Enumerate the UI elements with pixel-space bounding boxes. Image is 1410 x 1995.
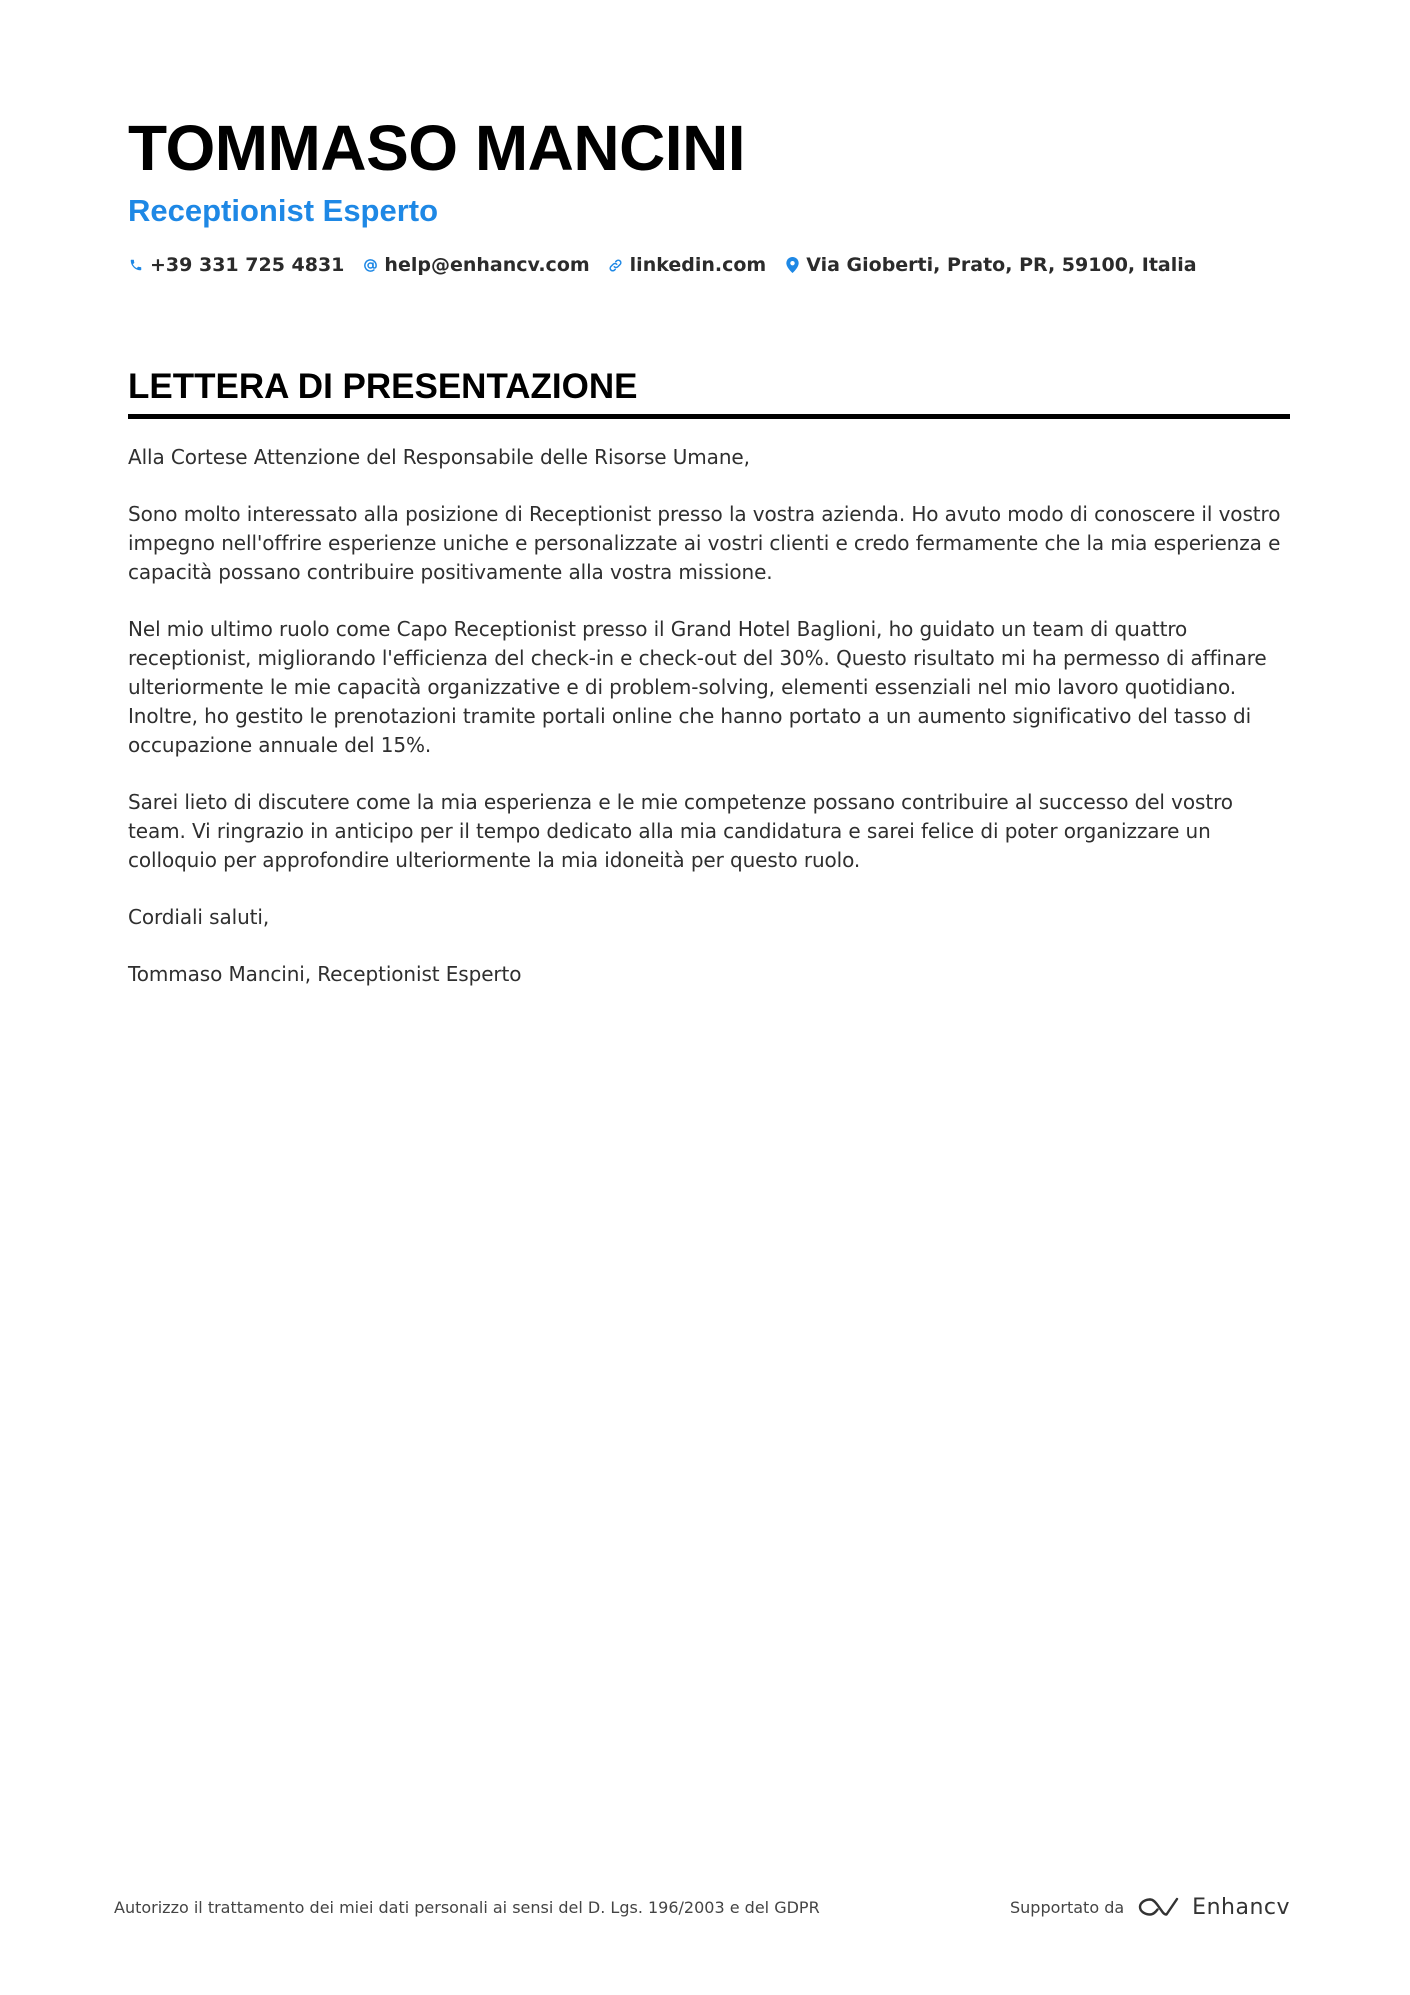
- powered-by-label: Supportato da: [1010, 1897, 1125, 1917]
- contact-bar: [128, 254, 1288, 276]
- contact-address: [784, 254, 1196, 276]
- powered-by: [1010, 1895, 1290, 1920]
- contact-phone: [128, 254, 344, 276]
- address: Via Gioberti, Prato, PR, 59100, Italia: [806, 254, 1197, 276]
- signature: Tommaso Mancini, Receptionist Esperto: [128, 962, 522, 986]
- paragraph-3: Sarei lieto di discutere come la mia esperienza e le mie competenze possano contribuire al successo del vostro team. Vi ringrazio in anticipo per il tempo dedicato alla mia candidatura e sarei felice di poter organizzare un colloquio per approfondire ulteriormente la mia idoneità per questo ruolo.: [128, 790, 1233, 872]
- linkedin-link[interactable]: linkedin.com: [629, 254, 767, 276]
- paragraph-1: Sono molto interessato alla posizione di Receptionist presso la vostra azienda. Ho avuto modo di conoscere il vostro impegno nell'offrire esperienze uniche e personalizzate ai vostri clienti e credo fermamente che la mia esperienza e capacità possano contribuire positivamente alla vostra missione.: [128, 502, 1281, 584]
- job-title: Receptionist Esperto: [128, 193, 439, 228]
- at-icon: [362, 256, 378, 274]
- brand-link[interactable]: [1136, 1895, 1290, 1920]
- contact-email: [362, 254, 589, 276]
- consent-text: Autorizzo il trattamento dei miei dati personali ai sensi del D. Lgs. 196/2003 e del GDPR: [114, 1897, 820, 1917]
- cover-letter-section: [128, 364, 1290, 1017]
- candidate-name: TOMMASO MANCINI: [128, 112, 746, 184]
- closing: Cordiali saluti,: [128, 905, 270, 929]
- salutation: Alla Cortese Attenzione del Responsabile delle Risorse Umane,: [128, 445, 750, 469]
- link-icon: [608, 256, 624, 274]
- section-title: LETTERA DI PRESENTAZIONE: [128, 364, 1290, 419]
- email-address[interactable]: help@enhancv.com: [384, 254, 590, 276]
- phone-number: +39 331 725 4831: [150, 254, 345, 276]
- brand-name: Enhancv: [1192, 1894, 1290, 1920]
- contact-linkedin: [608, 254, 767, 276]
- paragraph-2: Nel mio ultimo ruolo come Capo Receptionist presso il Grand Hotel Baglioni, ho guidato un team di quattro receptionist, migliorando l'efficienza del check-in e check-out del 30%. Questo risultato mi ha permesso di affinare ulteriormente le mie capacità organizzative e di problem-solving, elementi essenziali nel mio lavoro quotidiano. Inoltre, ho gestito le prenotazioni tramite portali online che hanno portato a un aumento significativo del tasso di occupazione annuale del 15%.: [128, 617, 1267, 757]
- letter-body: [128, 443, 1290, 989]
- header: [128, 108, 1288, 276]
- phone-icon: [128, 256, 144, 274]
- map-pin-icon: [784, 256, 800, 274]
- enhancv-logo-icon: [1136, 1895, 1182, 1919]
- footer: [114, 1892, 1290, 1922]
